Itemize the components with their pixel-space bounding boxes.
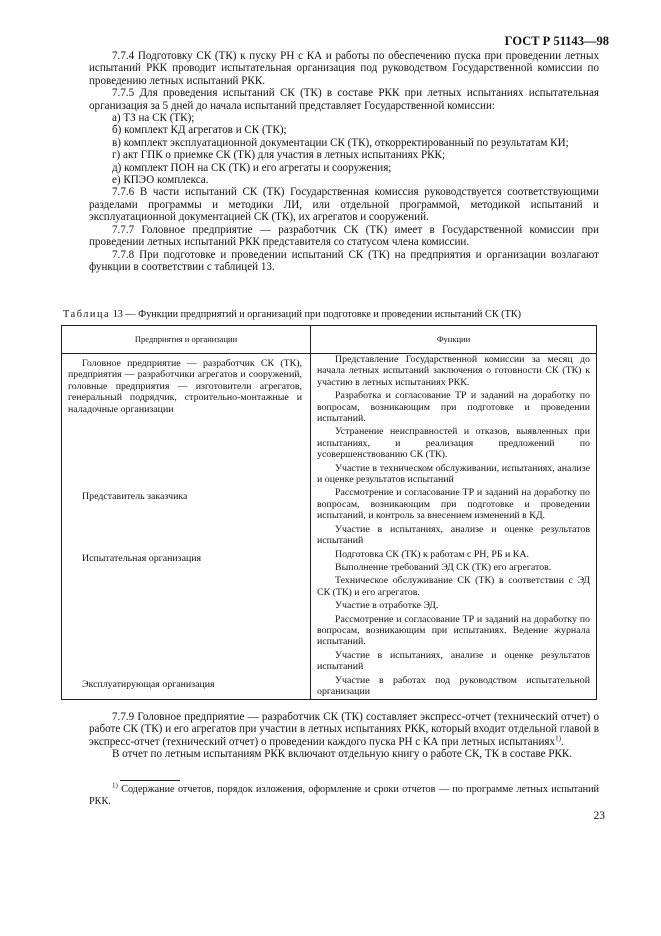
footnote-paragraph (89, 781, 599, 807)
list-item: д) комплект ПОН на СК (ТК) и его агрегаты и сооружения; (112, 161, 392, 174)
table-header-row (62, 326, 597, 354)
paragraph-7-7-4: 7.7.4 Подготовку СК (ТК) к пуску РН с КА и работы по обеспечению пуска при проведении летных испытаний РКК проводит испытательная организация под руководством Государственной комиссии по проведению летных испытаний РКК. (89, 50, 599, 87)
organization-cell (62, 549, 311, 675)
paragraph-7-7-6: 7.7.6 В части испытаний СК (ТК) Государственная комиссия руководствуется соответствующими разделами программы и методики ЛИ, или отдельной программой, методикой испытаний и эксплуатационной документацией СК (ТК), их агрегатов и сооружений. (89, 186, 599, 224)
table-row (62, 354, 597, 488)
function-item: Подготовка СК (ТК) к работам с РН, РБ и КА. (335, 548, 529, 560)
organization-name: Испытательная организация (82, 552, 202, 564)
functions-cell (311, 487, 597, 548)
functions-cell (311, 675, 597, 700)
organization-name: Головное предприятие — разработчик СК (ТК), предприятия — разработчики агрегатов и сооружений, головные предприятия — изготовители агрегатов, генеральный подрядчик, строительно-монтажные и наладочные организации (68, 358, 302, 415)
function-item: Участие в испытаниях, анализе и оценке результатов испытаний (317, 649, 590, 673)
paragraph-7-7-9 (89, 711, 599, 748)
functions-cell (311, 354, 597, 488)
column-header-functions: Функции (311, 326, 597, 354)
column-header-organizations: Предприятия и организации (62, 326, 311, 354)
function-item: Рассмотрение и согласование ТР и заданий на доработку по вопросам, возникающим при подготовке и проведении испытаний, и контроль за внесением изменений в КД. (317, 487, 590, 522)
footnote-text: Содержание отчетов, порядок изложения, оформление и сроки отчетов — по программе летных испытаний РКК. (89, 784, 599, 807)
section-body (89, 50, 599, 273)
function-item: Выполнение требований ЭД СК (ТК) его агрегатов. (335, 561, 552, 573)
footnote-divider (120, 780, 180, 781)
function-item: Участие в отработке ЭД. (335, 600, 439, 612)
table-caption-text: 13 — Функции предприятий и организаций при подготовке и проведении испытаний СК (ТК) (112, 309, 521, 320)
functions-cell (311, 549, 597, 675)
organization-cell (62, 354, 311, 488)
list-item: б) комплект КД агрегатов и СК (ТК); (112, 124, 287, 137)
organization-cell (62, 487, 311, 548)
list-item: е) КПЭО комплекса. (112, 174, 209, 187)
standard-header: ГОСТ Р 51143—98 (504, 34, 609, 48)
footnote (89, 781, 599, 807)
paragraph-7-7-7: 7.7.7 Головное предприятие — разработчик СК (ТК) имеет в Государственной комиссии при проведении летных испытаний РКК представителя со статусом члена комиссии. (89, 223, 599, 249)
list-item: в) комплект эксплуатационной документации СК (ТК), откорректированный по результатам КИ; (112, 136, 569, 149)
function-item: Рассмотрение и согласование ТР и заданий на доработку по вопросам, возникающим при испытаниях. Ведение журнала испытаний. (317, 613, 590, 648)
paragraph-7-7-9-end: . (560, 735, 564, 748)
function-item: Техническое обслуживание СК (ТК) в соответствии с ЭД СК (ТК) и его агрегатов. (317, 575, 590, 598)
table-row (62, 487, 597, 548)
paragraph-7-7-5: 7.7.5 Для проведения испытаний СК (ТК) в составе РКК при летных испытаниях испытательная организация за 5 дней до начала испытаний представляет Государственной комиссии: (89, 87, 599, 112)
function-item: Устранение неисправностей и отказов, выявленных при испытаниях, и реализация предложений по усовершенствованию СК (ТК). (317, 426, 590, 461)
table-row (62, 549, 597, 675)
functions-table (61, 325, 597, 700)
paragraph-report: В отчет по летным испытаниям РКК включают отдельную книгу о работе СК, ТК в составе РКК. (112, 748, 573, 761)
function-item: Разработка и согласование ТР и заданий на доработку по вопросам, возникающим при подготовке и проведении испытаний. (317, 390, 590, 425)
function-item: Участие в работах под руководством испытательной организации (317, 674, 590, 697)
function-item: Участие в испытаниях, анализе и оценке результатов испытаний (317, 523, 590, 547)
paragraph-7-7-8: 7.7.8 При подготовке и проведении испытаний СК (ТК) на предприятия и организации возлагают функции в соответствии с таблицей 13. (89, 248, 599, 273)
table-caption-label: Таблица (63, 309, 111, 320)
table-row (62, 675, 597, 700)
organization-name: Эксплуатирующая организация (82, 678, 215, 690)
table-caption (63, 309, 603, 321)
footnote-mark: 1) (112, 781, 118, 790)
paragraph-7-7-9-text: 7.7.9 Головное предприятие — разработчик СК (ТК) составляет экспресс-отчет (технический отчет) о работе СК (ТК) и его агрегатов при участии в летных испытаниях РКК, который входит отдельной главой в экспресс-отчет (технический отчет) о проведении каждого пуска РН с КА при летных испытаниях (89, 711, 599, 748)
list-item: г) акт ГПК о приемке СК (ТК) для участия в летных испытаниях РКК; (112, 149, 446, 162)
organization-name: Представитель заказчика (82, 491, 188, 503)
page-number: 23 (593, 810, 605, 822)
footnote-reference: 1) (555, 734, 561, 743)
function-item: Представление Государственной комиссии за месяц до начала летных испытаний заключения о готовности СК (ТК) к участию в летных испытаниях РКК. (317, 354, 590, 388)
section-after-table (89, 711, 599, 761)
list-item: а) ТЗ на СК (ТК); (112, 112, 195, 125)
function-item: Участие в техническом обслуживании, испытаниях, анализе и оценке результатов испытаний (317, 462, 590, 486)
organization-cell (62, 675, 311, 700)
